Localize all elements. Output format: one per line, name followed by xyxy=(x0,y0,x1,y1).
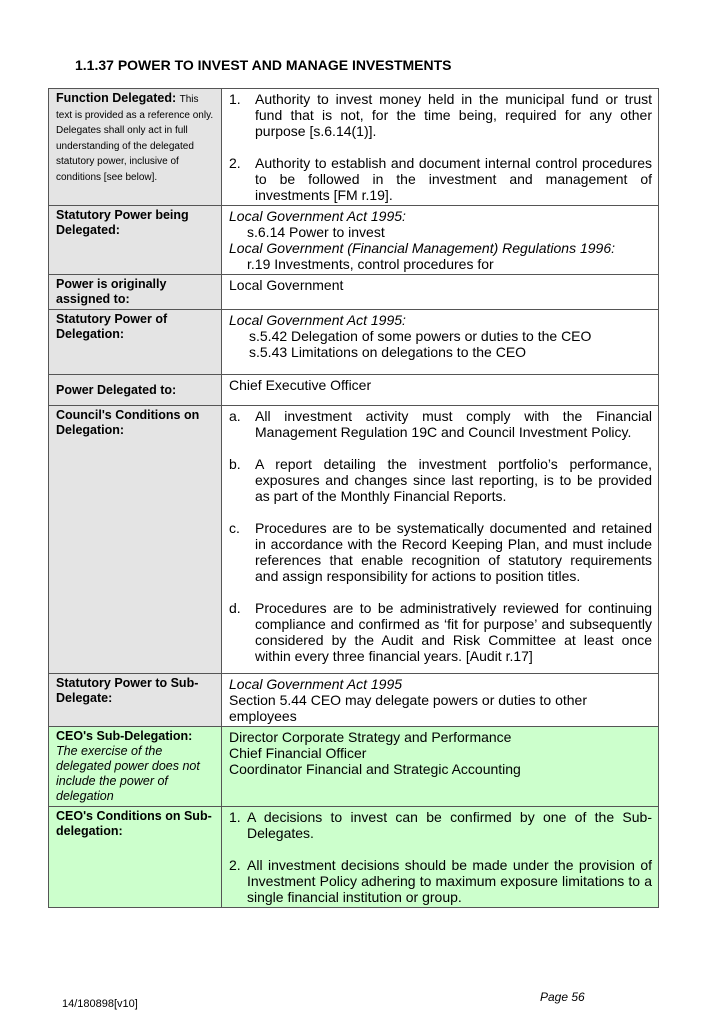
originally-assigned-value: Local Government xyxy=(222,275,659,310)
power-of-delegation-label: Statutory Power of Delegation: xyxy=(49,310,222,375)
function-delegated-label-cell xyxy=(49,89,222,206)
sub-delegation-note: The exercise of the delegated power does not include the power of delegation xyxy=(56,744,200,803)
function-delegated-value xyxy=(222,89,659,206)
condition-item: b. A report detailing the investment portfolio’s performance, exposures and changes since last reporting, is to be provided as part of the Monthly Financial Reports. xyxy=(229,456,652,504)
regulation-name: Local Government (Financial Management) Regulations 1996: xyxy=(229,240,615,256)
row-ceo-conditions xyxy=(49,807,659,908)
row-originally-assigned xyxy=(49,275,659,310)
act-name: Local Government Act 1995: xyxy=(229,208,406,224)
sub-delegate-power-label: Statutory Power to Sub-Delegate: xyxy=(49,674,222,727)
row-sub-delegate-power xyxy=(49,674,659,727)
row-delegated-to xyxy=(49,375,659,406)
section-ref: s.5.43 Limitations on delegations to the CEO xyxy=(249,344,527,360)
statutory-power-label: Statutory Power being Delegated: xyxy=(49,206,222,275)
page-number: Page 56 xyxy=(540,990,585,1004)
function-item: 1. Authority to invest money held in the municipal fund or trust fund that is not, for the time being, required for any other purpose [s.6.14(1)]. xyxy=(229,91,652,139)
originally-assigned-label: Power is originally assigned to: xyxy=(49,275,222,310)
power-of-delegation-value xyxy=(222,310,659,375)
ceo-conditions-value xyxy=(222,807,659,908)
function-delegated-label: Function Delegated: xyxy=(56,91,177,105)
section-ref: Section 5.44 CEO may delegate powers or duties to other employees xyxy=(229,692,587,724)
row-statutory-power xyxy=(49,206,659,275)
ceo-sub-delegation-value xyxy=(222,727,659,807)
row-ceo-sub-delegation xyxy=(49,727,659,807)
delegated-to-label: Power Delegated to: xyxy=(49,375,222,406)
sub-delegate-position: Coordinator Financial and Strategic Accounting xyxy=(229,761,521,777)
statutory-power-value xyxy=(222,206,659,275)
council-conditions-value xyxy=(222,406,659,674)
act-name: Local Government Act 1995 xyxy=(229,676,403,692)
delegation-table xyxy=(48,88,659,908)
delegated-to-value: Chief Executive Officer xyxy=(222,375,659,406)
sub-delegate-position: Director Corporate Strategy and Performance xyxy=(229,729,512,745)
ceo-condition-item: 2. All investment decisions should be made under the provision of Investment Policy adhering to maximum exposure limitations to a single financial institution or group. xyxy=(229,857,652,905)
row-council-conditions xyxy=(49,406,659,674)
ceo-conditions-label: CEO's Conditions on Sub-delegation: xyxy=(49,807,222,908)
condition-item: a. All investment activity must comply with the Financial Management Regulation 19C and Council Investment Policy. xyxy=(229,408,652,440)
section-ref: s.6.14 Power to invest xyxy=(247,224,385,240)
document-reference: 14/180898[v10] xyxy=(62,998,138,1010)
sub-delegate-power-value xyxy=(222,674,659,727)
ceo-condition-item: 1. A decisions to invest can be confirmed by one of the Sub-Delegates. xyxy=(229,809,652,841)
council-conditions-label: Council's Conditions on Delegation: xyxy=(49,406,222,674)
section-ref: s.5.42 Delegation of some powers or duties to the CEO xyxy=(249,328,592,344)
row-function-delegated xyxy=(49,89,659,206)
regulation-ref: r.19 Investments, control procedures for xyxy=(247,256,494,272)
act-name: Local Government Act 1995: xyxy=(229,312,406,328)
condition-item: d. Procedures are to be administratively reviewed for continuing compliance and confirmed as ‘fit for purpose’ and subsequently considered by the Audit and Risk Committee at least once within every three financial years. [Audit r.17] xyxy=(229,600,652,664)
row-power-of-delegation xyxy=(49,310,659,375)
condition-item: c. Procedures are to be systematically documented and retained in accordance with the Record Keeping Plan, and must include references that enable recognition of statutory requirements and assign responsibility for actions to position titles. xyxy=(229,520,652,584)
ceo-sub-delegation-label: CEO's Sub-Delegation: The exercise of the delegated power does not include the power of delegation xyxy=(49,727,222,807)
section-heading: 1.1.37 POWER TO INVEST AND MANAGE INVESTMENTS xyxy=(75,57,452,73)
sub-delegate-position: Chief Financial Officer xyxy=(229,745,367,761)
function-delegated-note: This text is provided as a reference only. Delegates shall only act in full understanding of the delegated statutory power, inclusive of conditions [see below]. xyxy=(56,94,214,183)
function-item: 2. Authority to establish and document internal control procedures to be followed in the investment and management of investments [FM r.19]. xyxy=(229,155,652,203)
